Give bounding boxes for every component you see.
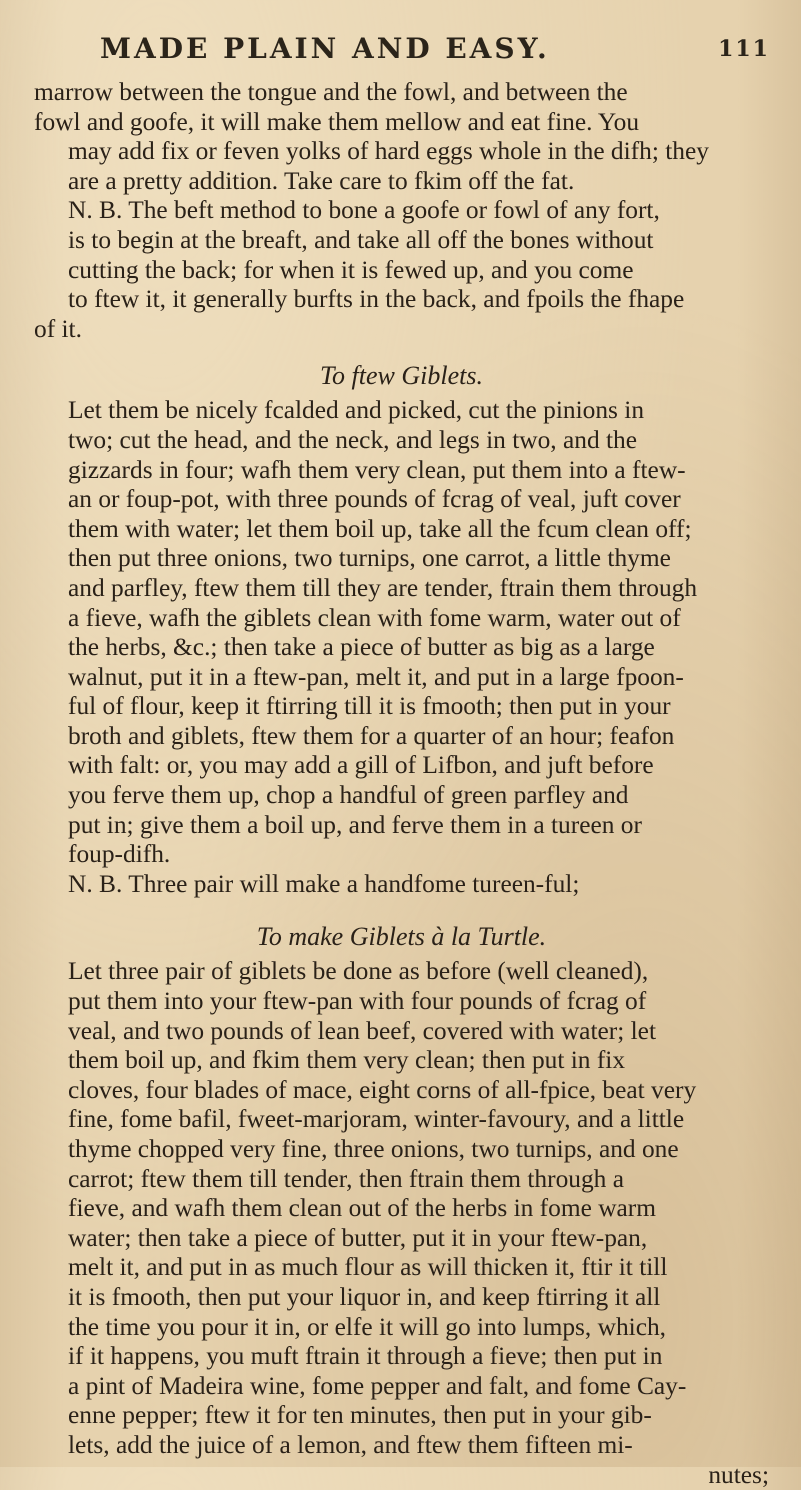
text-line: the herbs, &c.; then take a piece of butter as big as a large	[68, 633, 655, 662]
body-text	[34, 78, 769, 1490]
text-line: a pint of Madeira wine, fome pepper and falt, and fome Cay-	[68, 1371, 687, 1400]
running-head	[100, 32, 770, 76]
paragraph-nb-bone-goose	[34, 196, 769, 344]
paragraph-goose-continuation	[34, 78, 769, 196]
text-line: them with water; let them boil up, take all the fcum clean off;	[68, 514, 692, 543]
text-line: to ftew it, it generally burfts in the back, and fpoils the fhape	[68, 285, 685, 314]
paragraph-nb-tureen	[34, 870, 769, 900]
text-line: is to begin at the breaft, and take all off the bones without	[68, 225, 654, 254]
text-line: Let them be nicely fcalded and picked, cut the pinions in	[68, 396, 645, 425]
text-line: with falt: or, you may add a gill of Lifbon, and juft before	[68, 751, 654, 780]
text-line: the time you pour it in, or elfe it will go into lumps, which,	[68, 1312, 667, 1341]
text-line: if it happens, you muft ftrain it through a fieve; then put in	[68, 1342, 663, 1371]
text-line: ful of flour, keep it ftirring till it is fmooth; then put in your	[68, 692, 671, 721]
text-line: them boil up, and fkim them very clean; then put in fix	[68, 1046, 626, 1075]
text-line: it is fmooth, then put your liquor in, and keep ftirring it all	[68, 1282, 661, 1311]
text-line: of it.	[34, 314, 82, 343]
paragraph-giblets-a-la-turtle	[34, 957, 769, 1490]
text-line: foup-difh.	[68, 840, 171, 869]
text-line: water; then take a piece of butter, put it in your ftew-pan,	[68, 1223, 648, 1252]
text-line: walnut, put it in a ftew-pan, melt it, and put in a large fpoon-	[68, 662, 684, 691]
text-line: and parfley, ftew them till they are tender, ftrain them through	[68, 573, 698, 602]
text-line: N. B. Three pair will make a handfome tureen-ful;	[68, 869, 580, 898]
heading-stew-giblets: To ftew Giblets.	[319, 361, 483, 391]
text-line: you ferve them up, chop a handful of green parfley and	[68, 781, 629, 810]
heading-giblets-a-la-turtle: To make Giblets à la Turtle.	[256, 922, 547, 952]
text-line: veal, and two pounds of lean beef, covered with water; let	[68, 1016, 657, 1045]
text-line: lets, add the juice of a lemon, and ftew them fifteen mi-	[68, 1430, 633, 1459]
paragraph-stew-giblets	[34, 396, 769, 870]
catchword: nutes;	[708, 1460, 769, 1489]
text-line: put in; give them a boil up, and ferve them in a tureen or	[68, 810, 642, 839]
text-line: a fieve, wafh the giblets clean with fome warm, water out of	[68, 603, 681, 632]
text-line: Let three pair of giblets be done as before (well cleaned),	[68, 957, 649, 986]
text-line: cutting the back; for when it is fewed up, and you come	[68, 255, 634, 284]
text-line: cloves, four blades of mace, eight corns of all-fpice, beat very	[68, 1075, 697, 1104]
text-line: broth and giblets, ftew them for a quarter of an hour; feafon	[68, 721, 675, 750]
text-line: fine, fome bafil, fweet-marjoram, winter-favoury, and a little	[68, 1105, 685, 1134]
text-line: carrot; ftew them till tender, then ftrain them through a	[68, 1164, 624, 1193]
text-line: are a pretty addition. Take care to fkim off the fat.	[68, 166, 575, 195]
running-head-title: MADE PLAIN AND EASY.	[100, 32, 550, 65]
text-line: gizzards in four; wafh them very clean, put them into a ftew-	[68, 455, 686, 484]
text-line: an or foup-pot, with three pounds of fcrag of veal, juft cover	[68, 485, 681, 514]
text-line: two; cut the head, and the neck, and legs in two, and the	[68, 425, 638, 454]
text-line: fowl and goofe, it will make them mellow and eat fine. You	[34, 107, 640, 136]
text-line: put them into your ftew-pan with four pounds of fcrag of	[68, 987, 647, 1016]
page-number: 111	[718, 36, 770, 62]
text-line: thyme chopped very fine, three onions, two turnips, and one	[68, 1135, 679, 1163]
text-line: enne pepper; ftew it for ten minutes, then put in your gib-	[68, 1401, 652, 1430]
text-line: melt it, and put in as much flour as will thicken it, ftir it till	[68, 1253, 668, 1282]
text-line: then put three onions, two turnips, one carrot, a little thyme	[68, 544, 671, 573]
text-line: fieve, and wafh them clean out of the herbs in fome warm	[68, 1194, 657, 1223]
text-line: marrow between the tongue and the fowl, and between the	[34, 78, 628, 106]
text-line: may add fix or feven yolks of hard eggs whole in the difh; they	[68, 137, 709, 166]
text-line: N. B. The beft method to bone a goofe or fowl of any fort,	[68, 196, 660, 225]
